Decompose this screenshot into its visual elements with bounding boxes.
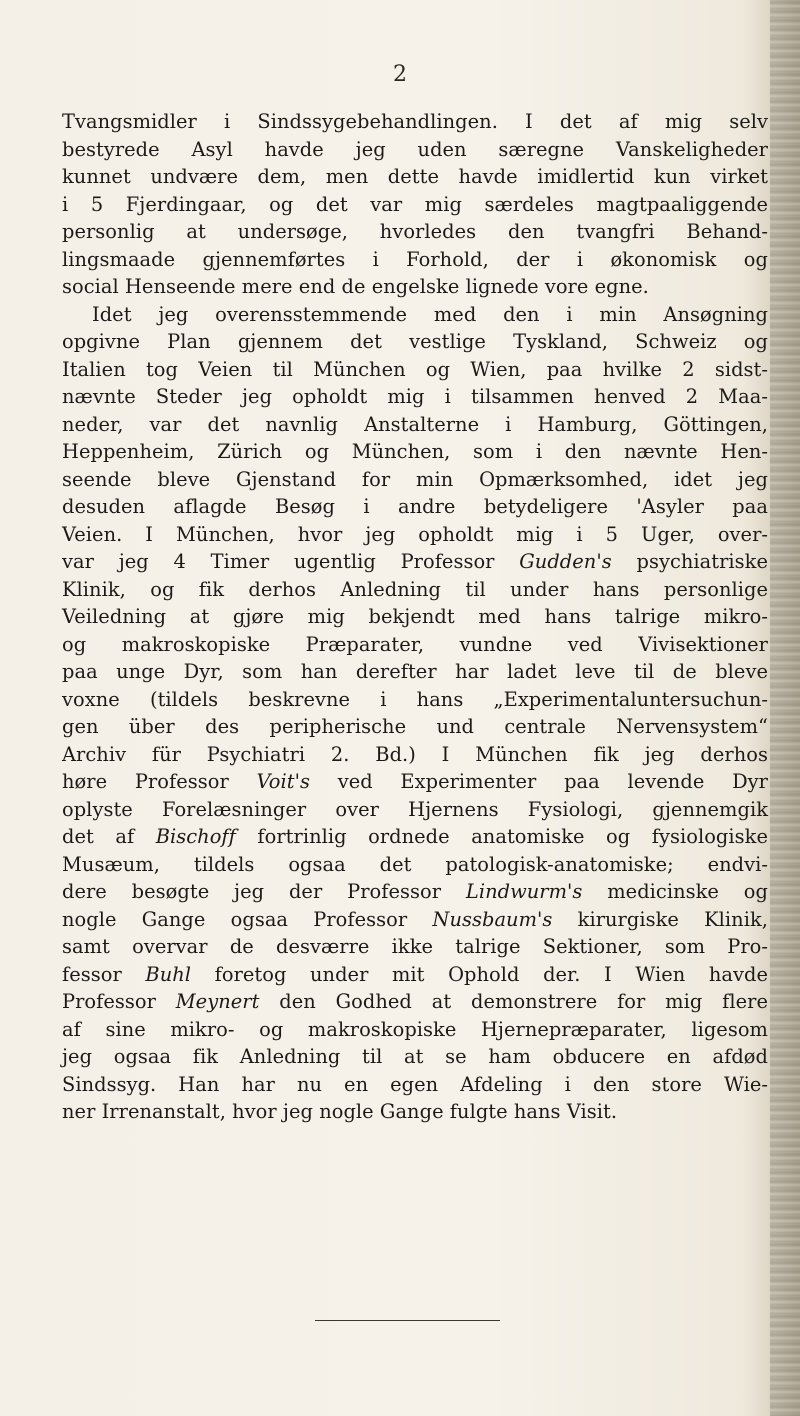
text-line	[62, 631, 768, 659]
text-line	[62, 411, 768, 439]
text-run: høre Professor	[62, 770, 257, 793]
text-run: nogle Gange ogsaa Professor	[62, 907, 433, 931]
text-run: opgivne Plan gjennem det vestlige Tyskland, Schweiz og	[62, 330, 768, 353]
text-run: psychiatriske	[611, 550, 768, 573]
text-run: dere besøgte jeg der Professor	[62, 880, 466, 903]
text-line	[62, 823, 768, 851]
italic-name: Buhl	[145, 962, 192, 986]
text-run: medicinske og	[582, 880, 768, 903]
text-line	[62, 1071, 768, 1099]
text-run: desuden aflagde Besøg i andre betydeligere 'Asyler paa	[62, 495, 768, 518]
text-line	[62, 521, 768, 549]
text-run: jeg ogsaa fik Anledning til at se ham obducere en afdød	[62, 1045, 768, 1068]
text-line	[62, 438, 768, 466]
text-run: Sindssyg. Han har nu en egen Afdeling i den store Wie-	[62, 1072, 768, 1096]
text-line	[62, 1016, 768, 1044]
text-line	[62, 741, 768, 769]
text-line	[62, 301, 768, 329]
italic-name: Meynert	[175, 990, 260, 1013]
page-edge-shadow	[770, 0, 800, 1416]
text-run: Italien tog Veien til München og Wien, paa hvilke 2 sidst-	[62, 357, 768, 381]
text-line	[62, 1098, 768, 1126]
text-run: nævnte Steder jeg opholdt mig i tilsammen henved 2 Maa-	[62, 385, 768, 408]
text-line	[62, 273, 768, 301]
text-line	[62, 878, 768, 906]
text-line	[62, 576, 768, 604]
italic-name: Gudden's	[519, 550, 612, 573]
text-run: Klinik, og fik derhos Anledning til under hans personlige	[62, 577, 768, 601]
text-run: ved Experimenter paa levende Dyr	[309, 770, 768, 793]
text-run: bestyrede Asyl havde jeg uden særegne Vanskeligheder	[62, 137, 768, 161]
text-line	[62, 603, 768, 631]
text-run: personlig at undersøge, hvorledes den tvangfri Behand-	[62, 220, 768, 243]
text-run: oplyste Forelæsninger over Hjernens Fysiologi, gjennemgik	[62, 797, 768, 821]
text-run: og makroskopiske Præparater, vundne ved Vivisektioner	[62, 632, 768, 656]
text-line	[62, 163, 768, 191]
text-line	[62, 493, 768, 521]
text-run: Veien. I München, hvor jeg opholdt mig i 5 Uger, over-	[62, 522, 768, 546]
text-line	[62, 328, 768, 356]
text-line	[62, 356, 768, 384]
text-run: kirurgiske Klinik,	[552, 907, 768, 931]
text-line	[62, 1043, 768, 1071]
text-line	[62, 466, 768, 494]
text-run: Professor	[62, 990, 176, 1013]
text-run: social Henseende mere end de engelske lignede vore egne.	[62, 275, 649, 298]
text-line	[62, 796, 768, 824]
text-run: i 5 Fjerdingaar, og det var mig særdeles magtpaaliggende	[62, 192, 768, 216]
text-line	[62, 906, 768, 934]
text-run: af sine mikro- og makroskopiske Hjernepræparater, ligesom	[62, 1017, 768, 1041]
text-run: foretog under mit Ophold der. I Wien havde	[191, 962, 769, 986]
text-line	[62, 548, 768, 576]
text-run: gen über des peripherische und centrale Nervensystem“	[62, 715, 768, 738]
text-line	[62, 218, 768, 246]
text-line	[62, 686, 768, 714]
text-line	[62, 988, 768, 1016]
text-line	[62, 246, 768, 274]
italic-name: Nussbaum's	[432, 907, 553, 931]
text-line	[62, 136, 768, 164]
text-line	[62, 383, 768, 411]
text-line	[62, 108, 768, 136]
section-divider-rule	[315, 1320, 500, 1321]
text-run: samt overvar de desværre ikke talrige Sektioner, som Pro-	[62, 935, 768, 958]
text-line	[62, 768, 768, 796]
text-line	[62, 933, 768, 961]
text-run: Veiledning at gjøre mig bekjendt med hans talrige mikro-	[62, 605, 768, 628]
italic-name: Lindwurm's	[465, 880, 583, 903]
text-line	[62, 961, 768, 989]
text-line	[62, 191, 768, 219]
text-line	[62, 713, 768, 741]
italic-name: Voit's	[256, 770, 310, 793]
text-run: ner Irrenanstalt, hvor jeg nogle Gange fulgte hans Visit.	[62, 1100, 618, 1123]
text-run: Heppenheim, Zürich og München, som i den nævnte Hen-	[62, 440, 768, 463]
text-run: den Godhed at demonstrere for mig flere	[259, 990, 769, 1013]
text-run: lingsmaade gjennemførtes i Forhold, der i økonomisk og	[62, 247, 768, 271]
text-run: det af	[62, 825, 156, 848]
text-run: Archiv für Psychiatri 2. Bd.) I München fik jeg derhos	[62, 742, 768, 766]
text-run: fessor	[62, 962, 146, 986]
italic-name: Bischoff	[155, 825, 236, 848]
text-run: var jeg 4 Timer ugentlig Professor	[62, 550, 520, 573]
text-run: Idet jeg overensstemmende med den i min Ansøgning	[92, 302, 768, 326]
text-run: seende bleve Gjenstand for min Opmærksomhed, idet jeg	[62, 467, 768, 491]
text-run: fortrinlig ordnede anatomiske og fysiologiske	[235, 825, 768, 848]
text-run: kunnet undvære dem, men dette havde imidlertid kun virket	[62, 165, 768, 188]
text-line	[62, 851, 768, 879]
text-run: voxne (tildels beskrevne i hans „Experimentaluntersuchun-	[62, 687, 768, 711]
text-run: neder, var det navnlig Anstalterne i Hamburg, Göttingen,	[62, 412, 768, 436]
body-text	[62, 108, 768, 1126]
text-run: Musæum, tildels ogsaa det patologisk-anatomiske; endvi-	[62, 852, 768, 876]
text-run: Tvangsmidler i Sindssygebehandlingen. I det af mig selv	[62, 110, 768, 133]
text-run: paa unge Dyr, som han derefter har ladet leve til de bleve	[62, 660, 768, 683]
text-line	[62, 658, 768, 686]
page-number: 2	[393, 62, 407, 87]
